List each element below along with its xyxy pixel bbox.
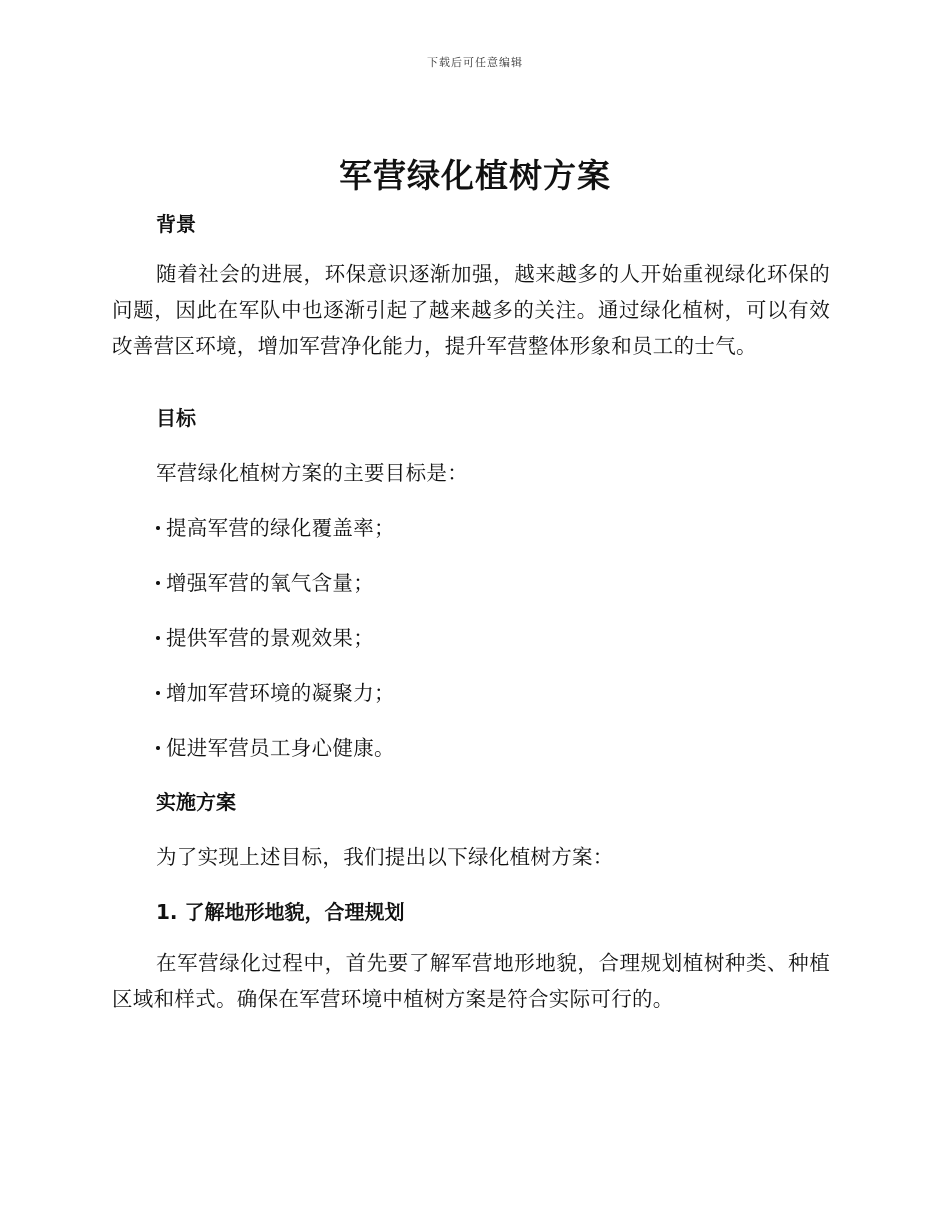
- goal-text: 提供军营的景观效果；: [166, 626, 374, 650]
- section-heading-goals: 目标: [156, 406, 196, 430]
- list-item: [156, 566, 374, 596]
- bullet-icon: [156, 746, 160, 750]
- goal-text: 提高军营的绿化覆盖率；: [166, 516, 395, 540]
- goal-text: 促进军营员工身心健康。: [166, 736, 395, 760]
- goal-text: 增强军营的氧气含量；: [166, 571, 374, 595]
- bullet-icon: [156, 581, 160, 585]
- bullet-icon: [156, 526, 160, 530]
- list-item: [156, 511, 395, 541]
- section-heading-plan: 实施方案: [156, 790, 236, 814]
- goal-text: 增加军营环境的凝聚力；: [166, 681, 395, 705]
- goals-intro: 军营绿化植树方案的主要目标是：: [156, 461, 468, 485]
- bullet-icon: [156, 691, 160, 695]
- list-item: [156, 731, 395, 761]
- bullet-icon: [156, 636, 160, 640]
- step1-heading: 1. 了解地形地貌，合理规划: [156, 900, 405, 924]
- document-title: 军营绿化植树方案: [339, 156, 611, 195]
- background-paragraph: 随着社会的进展，环保意识逐渐加强，越来越多的人开始重视绿化环保的问题，因此在军队中也逐渐引起了越来越多的关注。通过绿化植树，可以有效改善营区环境，增加军营净化能力，提升军营整体形象和员工的士气。: [112, 262, 830, 358]
- step1-paragraph: 在军营绿化过程中，首先要了解军营地形地貌，合理规划植树种类、种植区域和样式。确保在军营环境中植树方案是符合实际可行的。: [112, 951, 830, 1011]
- header-note: 下载后可任意编辑: [427, 56, 523, 69]
- list-item: [156, 676, 395, 706]
- list-item: [156, 621, 374, 651]
- section-heading-background: 背景: [156, 212, 196, 236]
- plan-intro: 为了实现上述目标，我们提出以下绿化植树方案：: [156, 845, 614, 869]
